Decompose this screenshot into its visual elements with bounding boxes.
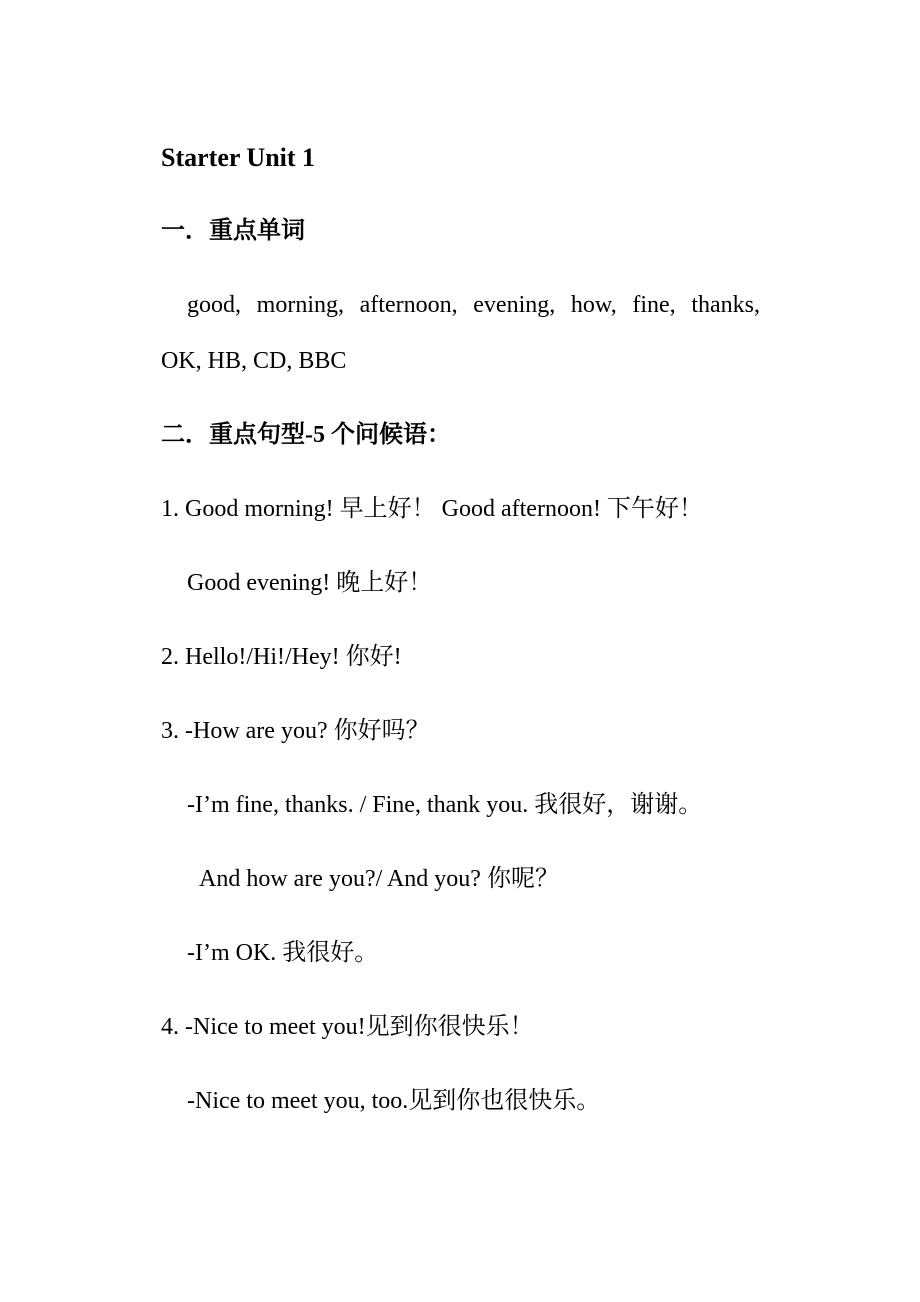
sentence-item-2: 2. Hello!/Hi!/Hey! 你好! (161, 644, 402, 670)
sentence-item-3-reply-2: -I’m OK. 我很好。 (187, 940, 379, 966)
sentence-item-1-continued: Good evening! 晚上好！ (187, 570, 433, 596)
sentence-item-3: 3. -How are you? 你好吗？ (161, 718, 430, 744)
sentence-item-4-reply: -Nice to meet you, too.见到你也很快乐。 (187, 1088, 601, 1114)
section-heading-key-words: 一．重点单词 (161, 218, 305, 244)
word-list-line-1: good, morning, afternoon, evening, how, fine, thanks, (187, 292, 760, 318)
sentence-item-1: 1. Good morning! 早上好！ Good afternoon! 下午好！ (161, 496, 703, 522)
word-list-line-2: OK, HB, CD, BBC (161, 348, 347, 374)
sentence-item-4: 4. -Nice to meet you!见到你很快乐！ (161, 1014, 534, 1040)
sentence-item-3-followup: And how are you?/ And you? 你呢？ (199, 866, 559, 892)
page-title: Starter Unit 1 (161, 143, 316, 172)
section-heading-key-sentences: 二．重点句型-5 个问候语： (161, 422, 451, 448)
sentence-item-3-reply: -I’m fine, thanks. / Fine, thank you. 我很好，谢谢。 (187, 792, 703, 818)
